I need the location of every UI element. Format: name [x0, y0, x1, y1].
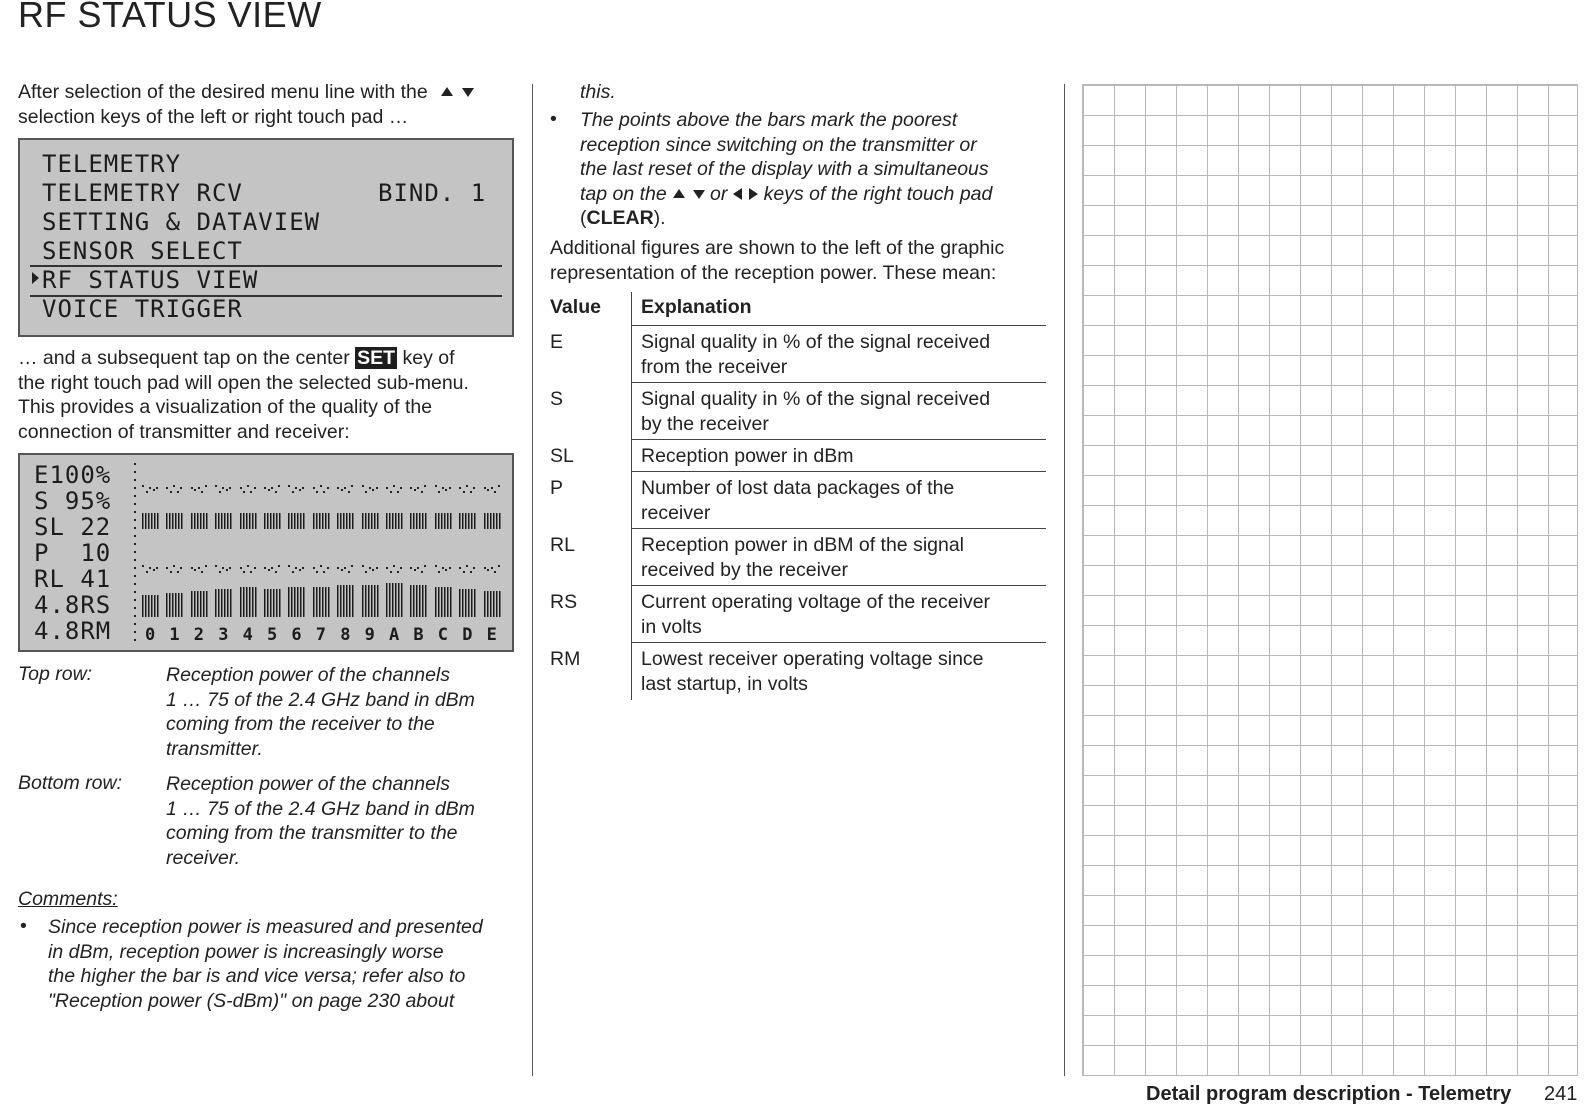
- peak-dot: [299, 569, 301, 571]
- peak-dot: [376, 567, 378, 569]
- left-arrow-icon: [733, 188, 742, 200]
- peak-dot: [271, 487, 273, 489]
- stat-p: P 10: [34, 539, 112, 567]
- peak-dot: [247, 485, 249, 487]
- after-line-2: the right touch pad will open the selected sub-menu.: [18, 371, 469, 394]
- bottom-row-bar: [215, 589, 232, 617]
- peak-dot: [142, 485, 144, 487]
- peak-dot: [250, 571, 252, 573]
- peak-dot: [442, 487, 444, 489]
- channel-label: 5: [267, 625, 278, 645]
- bullet-icon: •: [550, 108, 557, 130]
- bottom-row-bar: [240, 587, 257, 617]
- peak-dot: [410, 567, 412, 569]
- up-arrow-icon: [673, 189, 685, 198]
- peak-dot: [215, 485, 217, 487]
- column-divider-right: [1064, 84, 1065, 1076]
- peak-dot: [341, 569, 343, 571]
- peak-dot: [173, 485, 175, 487]
- peak-dot: [166, 487, 168, 489]
- peak-dot: [337, 567, 339, 569]
- peak-dot: [417, 567, 419, 569]
- comment-or: or: [710, 182, 728, 205]
- stat-rl: RL 41: [34, 565, 112, 593]
- table-cell-explanation: Signal quality in % of the signal received: [641, 388, 991, 410]
- peak-dot: [438, 491, 440, 493]
- channel-label: 6: [291, 625, 302, 645]
- peak-dot: [400, 487, 402, 489]
- peak-dot: [376, 487, 378, 489]
- comment-line: reception since switching on the transmitter or: [580, 133, 977, 156]
- table-cell-explanation: received by the receiver: [641, 558, 849, 581]
- table-cell-value: RM: [550, 648, 581, 670]
- peak-dot: [194, 569, 196, 571]
- channel-label: 3: [218, 625, 229, 645]
- column-divider-left: [532, 84, 533, 1076]
- peak-dot: [491, 487, 493, 489]
- table-header-value: Value: [550, 296, 601, 318]
- peak-dot: [198, 567, 200, 569]
- page-title: RF STATUS VIEW: [18, 0, 322, 35]
- peak-dot: [435, 565, 437, 567]
- top-row-bar: [191, 513, 208, 529]
- peak-dot: [295, 487, 297, 489]
- top-row-bar: [386, 513, 403, 529]
- peak-dot: [320, 485, 322, 487]
- peak-dot: [449, 567, 451, 569]
- footer-section: Detail program description - Telemetry: [1146, 1083, 1512, 1105]
- table-cell-explanation: in volts: [641, 615, 702, 638]
- peak-dot: [313, 567, 315, 569]
- peak-dot: [275, 491, 277, 493]
- table-cell-explanation: Current operating voltage of the receiver: [641, 591, 991, 613]
- menu-item-telemetry[interactable]: TELEMETRY: [42, 150, 182, 178]
- down-arrow-icon: [693, 190, 705, 199]
- top-row-bar: [362, 513, 379, 529]
- peak-dot: [240, 567, 242, 569]
- table-cell-value: S: [550, 388, 564, 410]
- table-rule: [631, 528, 1046, 529]
- peak-dot: [205, 565, 207, 567]
- peak-dot: [177, 571, 179, 573]
- table-cell-explanation: receiver: [641, 501, 711, 524]
- peak-dot: [240, 487, 242, 489]
- peak-dot: [351, 485, 353, 487]
- top-row-bar: [240, 513, 257, 529]
- peak-dot: [226, 569, 228, 571]
- peak-dot: [445, 569, 447, 571]
- peak-dot: [264, 487, 266, 489]
- peak-dot: [320, 565, 322, 567]
- peak-dot: [219, 491, 221, 493]
- channel-label: 2: [193, 625, 205, 645]
- bullet-icon: •: [20, 915, 27, 937]
- bottom-row-bar: [484, 591, 501, 617]
- peak-dot: [484, 487, 486, 489]
- peak-dot: [243, 571, 245, 573]
- peak-dot: [205, 485, 207, 487]
- peak-dot: [351, 565, 353, 567]
- channel-label: 0: [145, 625, 156, 645]
- peak-dot: [348, 491, 350, 493]
- peak-dot: [421, 491, 423, 493]
- peak-dot: [146, 571, 148, 573]
- peak-dot: [365, 491, 367, 493]
- peak-dot: [435, 485, 437, 487]
- peak-dot: [271, 567, 273, 569]
- peak-dot: [442, 567, 444, 569]
- peak-dot: [470, 491, 472, 493]
- bottom-row-bar: [264, 589, 281, 617]
- peak-dot: [397, 491, 399, 493]
- peak-dot: [414, 569, 416, 571]
- peak-dot: [173, 565, 175, 567]
- def-desc-top-row: [166, 663, 506, 761]
- peak-dot: [459, 567, 461, 569]
- table-rule: [631, 325, 1046, 326]
- peak-dot: [327, 487, 329, 489]
- peak-dot: [268, 489, 270, 491]
- table-rule: [631, 585, 1046, 586]
- def-top-line: Reception power of the channels: [166, 664, 451, 686]
- additional-paragraph: [550, 236, 1050, 285]
- table-cell-explanation: Signal quality in % of the signal received: [641, 331, 991, 353]
- table-cell-value: E: [550, 331, 564, 353]
- peak-dot: [292, 571, 294, 573]
- comment-2: The points above the bars mark the poorest reception since switching on the transmitter or the last reset of the display with a simultaneous tap on the or keys of the right touch pad (CLEAR).: [580, 108, 1050, 231]
- peak-dot: [410, 487, 412, 489]
- peak-dot: [191, 567, 193, 569]
- comment-line: in dBm, reception power is increasingly worse: [48, 940, 444, 963]
- peak-dot: [254, 567, 256, 569]
- peak-dot: [278, 485, 280, 487]
- peak-dot: [341, 489, 343, 491]
- table-cell-explanation: Number of lost data packages of the: [641, 477, 955, 499]
- peak-dot: [194, 489, 196, 491]
- bottom-row-bar: [288, 587, 305, 617]
- channel-label: 1: [169, 625, 180, 645]
- peak-dot: [222, 487, 224, 489]
- peak-dot: [302, 567, 304, 569]
- continuation-text: this.: [580, 81, 616, 103]
- bottom-row-bar: [337, 585, 354, 617]
- peak-dot: [229, 567, 231, 569]
- bottom-row-bar: [362, 585, 379, 617]
- up-arrow-icon: [441, 87, 453, 96]
- after-line-1b: key of: [402, 347, 455, 369]
- comment-line: the last reset of the display with a simultaneous: [580, 158, 989, 180]
- peak-dot: [153, 569, 155, 571]
- table-cell-explanation: last startup, in volts: [641, 672, 808, 695]
- peak-dot: [313, 487, 315, 489]
- peak-dot: [424, 485, 426, 487]
- comment-line: keys of the right touch pad: [763, 182, 993, 205]
- peak-dot: [327, 567, 329, 569]
- peak-dot: [473, 487, 475, 489]
- peak-dot: [316, 571, 318, 573]
- def-term-top-row: Top row:: [18, 663, 93, 685]
- rf-status-display: [18, 453, 514, 652]
- peak-dot: [243, 491, 245, 493]
- after-line-4: connection of transmitter and receiver:: [18, 420, 350, 443]
- stat-sl: SL 22: [34, 513, 112, 541]
- comment-1: [48, 915, 528, 1013]
- def-top-line: transmitter.: [166, 737, 263, 760]
- peak-dot: [177, 491, 179, 493]
- peak-dot: [299, 489, 301, 491]
- peak-dot: [191, 487, 193, 489]
- peak-dot: [390, 491, 392, 493]
- menu-item-telemetry-rcv[interactable]: TELEMETRY RCV: [42, 179, 243, 207]
- def-top-line: 1 … 75 of the 2.4 GHz band in dBm: [166, 688, 475, 711]
- peak-dot: [316, 491, 318, 493]
- peak-dot: [264, 567, 266, 569]
- table-header-explanation: Explanation: [641, 296, 752, 318]
- peak-dot: [393, 565, 395, 567]
- bottom-row-bar: [313, 587, 330, 617]
- channel-label: C: [437, 625, 449, 645]
- peak-dot: [449, 487, 451, 489]
- table-cell-explanation: Reception power in dBm: [641, 445, 854, 467]
- peak-dot: [275, 571, 277, 573]
- peak-dot: [393, 485, 395, 487]
- peak-dot: [222, 567, 224, 569]
- peak-dot: [180, 567, 182, 569]
- notes-grid: [1082, 84, 1578, 1076]
- additional-line: Additional figures are shown to the left of the graphic: [550, 237, 1005, 259]
- peak-dot: [390, 571, 392, 573]
- peak-dot: [348, 571, 350, 573]
- table-cell-value: RS: [550, 591, 578, 613]
- comment-line: the higher the bar is and vice versa; refer also to: [48, 965, 466, 987]
- bottom-row-bar: [435, 587, 452, 617]
- peak-dot: [292, 491, 294, 493]
- table-cell-value: P: [550, 477, 564, 499]
- comment-line: tap on the: [580, 182, 667, 205]
- stat-rm: 4.8RM: [34, 617, 112, 645]
- peak-dot: [400, 567, 402, 569]
- intro-paragraph: [18, 80, 528, 129]
- def-desc-bottom-row: [166, 772, 506, 870]
- peak-dot: [198, 487, 200, 489]
- additional-line: representation of the reception power. These mean:: [550, 261, 997, 284]
- peak-dot: [487, 489, 489, 491]
- peak-dot: [201, 491, 203, 493]
- table-rule: [631, 382, 1046, 383]
- peak-dot: [470, 571, 472, 573]
- channel-label: A: [389, 625, 400, 645]
- peak-dot: [484, 567, 486, 569]
- channel-label: 4: [242, 625, 253, 645]
- bottom-row-bar: [459, 589, 476, 617]
- set-key-label: SET: [357, 347, 396, 369]
- peak-dot: [247, 565, 249, 567]
- intro-line-2: selection keys of the left or right touch pad …: [18, 105, 409, 128]
- bind-indicator: BIND. 1: [378, 179, 487, 207]
- peak-dot: [146, 491, 148, 493]
- comment-line: The points above the bars mark the poorest: [580, 109, 958, 131]
- top-row-bar: [215, 513, 232, 529]
- menu-item-voice-trigger[interactable]: VOICE TRIGGER: [42, 295, 243, 323]
- peak-dot: [386, 567, 388, 569]
- peak-dot: [494, 571, 496, 573]
- peak-dot: [344, 567, 346, 569]
- right-arrow-icon: [749, 188, 758, 200]
- peak-dot: [466, 485, 468, 487]
- peak-dot: [362, 485, 364, 487]
- peak-dot: [201, 571, 203, 573]
- peak-dot: [226, 489, 228, 491]
- peak-dot: [250, 491, 252, 493]
- peak-dot: [268, 569, 270, 571]
- after-line-3: This provides a visualization of the quality of the: [18, 396, 433, 418]
- top-row-bar: [435, 513, 452, 529]
- peak-dot: [288, 485, 290, 487]
- peak-dot: [302, 487, 304, 489]
- peak-dot: [170, 571, 172, 573]
- peak-dot: [323, 571, 325, 573]
- top-row-bar: [288, 513, 305, 529]
- selection-cursor-icon: [32, 272, 39, 284]
- table-cell-explanation: Reception power in dBM of the signal: [641, 534, 965, 556]
- top-row-bar: [166, 513, 183, 529]
- peak-dot: [215, 565, 217, 567]
- bottom-row-bar: [386, 583, 403, 617]
- table-rule: [631, 439, 1046, 440]
- bottom-row-bar: [166, 593, 183, 617]
- menu-item-sensor-select[interactable]: SENSOR SELECT: [42, 237, 243, 265]
- peak-dot: [445, 489, 447, 491]
- channel-label: D: [462, 625, 473, 645]
- channel-label: 9: [364, 625, 375, 645]
- peak-dot: [417, 487, 419, 489]
- peak-dot: [498, 565, 500, 567]
- top-row-bar: [337, 513, 354, 529]
- stat-rs: 4.8RS: [34, 591, 112, 619]
- peak-dot: [142, 565, 144, 567]
- peak-dot: [166, 567, 168, 569]
- after-line-1a: … and a subsequent tap on the center: [18, 347, 350, 369]
- peak-dot: [498, 485, 500, 487]
- peak-dot: [463, 571, 465, 573]
- peak-dot: [180, 487, 182, 489]
- down-arrow-icon: [462, 88, 474, 97]
- table-column-divider: [631, 292, 632, 700]
- def-bottom-line: receiver.: [166, 846, 241, 869]
- intro-line-1: After selection of the desired menu line with the: [18, 81, 428, 103]
- rf-scale-ticks: [134, 463, 136, 641]
- clear-key-label: CLEAR: [586, 207, 654, 229]
- stat-s: S 95%: [34, 487, 112, 515]
- peak-dot: [487, 569, 489, 571]
- peak-dot: [153, 489, 155, 491]
- top-row-bar: [142, 513, 159, 529]
- peak-dot: [149, 567, 151, 569]
- top-row-bar: [410, 513, 427, 529]
- def-bottom-line: 1 … 75 of the 2.4 GHz band in dBm: [166, 797, 475, 820]
- menu-item-setting-dataview[interactable]: SETTING & DATAVIEW: [42, 208, 321, 236]
- peak-dot: [229, 487, 231, 489]
- channel-label: E: [486, 625, 497, 645]
- table-cell-value: SL: [550, 445, 574, 467]
- peak-dot: [278, 565, 280, 567]
- peak-dot: [170, 491, 172, 493]
- bottom-row-bar: [191, 591, 208, 617]
- table-rule: [631, 471, 1046, 472]
- peak-dot: [149, 487, 151, 489]
- peak-dot: [288, 565, 290, 567]
- peak-dot: [365, 571, 367, 573]
- top-row-bar: [459, 513, 476, 529]
- def-bottom-line: coming from the transmitter to the: [166, 822, 458, 844]
- bottom-row-bar: [142, 595, 159, 617]
- peak-dot: [254, 487, 256, 489]
- table-cell-explanation: Lowest receiver operating voltage since: [641, 648, 984, 670]
- peak-dot: [323, 491, 325, 493]
- peak-dot: [466, 565, 468, 567]
- peak-dot: [459, 487, 461, 489]
- peak-dot: [438, 571, 440, 573]
- set-paragraph: [18, 346, 528, 444]
- def-top-line: coming from the receiver to the: [166, 713, 435, 735]
- menu-item-rf-status-view[interactable]: RF STATUS VIEW: [42, 266, 259, 294]
- peak-dot: [473, 567, 475, 569]
- table-cell-explanation: from the receiver: [641, 355, 788, 378]
- def-bottom-line: Reception power of the channels: [166, 773, 451, 795]
- peak-dot: [369, 567, 371, 569]
- table-rule: [631, 642, 1046, 643]
- peak-dot: [386, 487, 388, 489]
- peak-dot: [362, 565, 364, 567]
- stat-e: E100%: [34, 461, 112, 489]
- comment-line: "Reception power (S-dBm)" on page 230 about: [48, 989, 455, 1012]
- peak-dot: [219, 571, 221, 573]
- top-row-bar: [264, 513, 281, 529]
- peak-dot: [494, 491, 496, 493]
- table-cell-value: RL: [550, 534, 575, 556]
- peak-dot: [424, 565, 426, 567]
- comment-line: Since reception power is measured and presented: [48, 916, 483, 938]
- channel-label: B: [413, 625, 424, 645]
- def-term-bottom-row: Bottom row:: [18, 772, 123, 794]
- page-number: 241: [1544, 1083, 1578, 1105]
- peak-dot: [491, 567, 493, 569]
- peak-dot: [156, 567, 158, 569]
- telemetry-menu-display: [18, 138, 514, 337]
- top-row-bar: [313, 513, 330, 529]
- channel-label: 8: [340, 625, 351, 645]
- comments-heading: Comments:: [18, 888, 118, 910]
- channel-label: 7: [315, 625, 327, 645]
- peak-dot: [463, 491, 465, 493]
- peak-dot: [421, 571, 423, 573]
- top-row-bar: [484, 513, 501, 529]
- peak-dot: [397, 571, 399, 573]
- peak-dot: [344, 487, 346, 489]
- peak-dot: [156, 487, 158, 489]
- peak-dot: [372, 489, 374, 491]
- peak-dot: [295, 567, 297, 569]
- table-cell-explanation: by the receiver: [641, 412, 769, 435]
- bottom-row-bar: [410, 585, 427, 617]
- peak-dot: [369, 487, 371, 489]
- peak-dot: [414, 489, 416, 491]
- peak-dot: [337, 487, 339, 489]
- peak-dot: [372, 569, 374, 571]
